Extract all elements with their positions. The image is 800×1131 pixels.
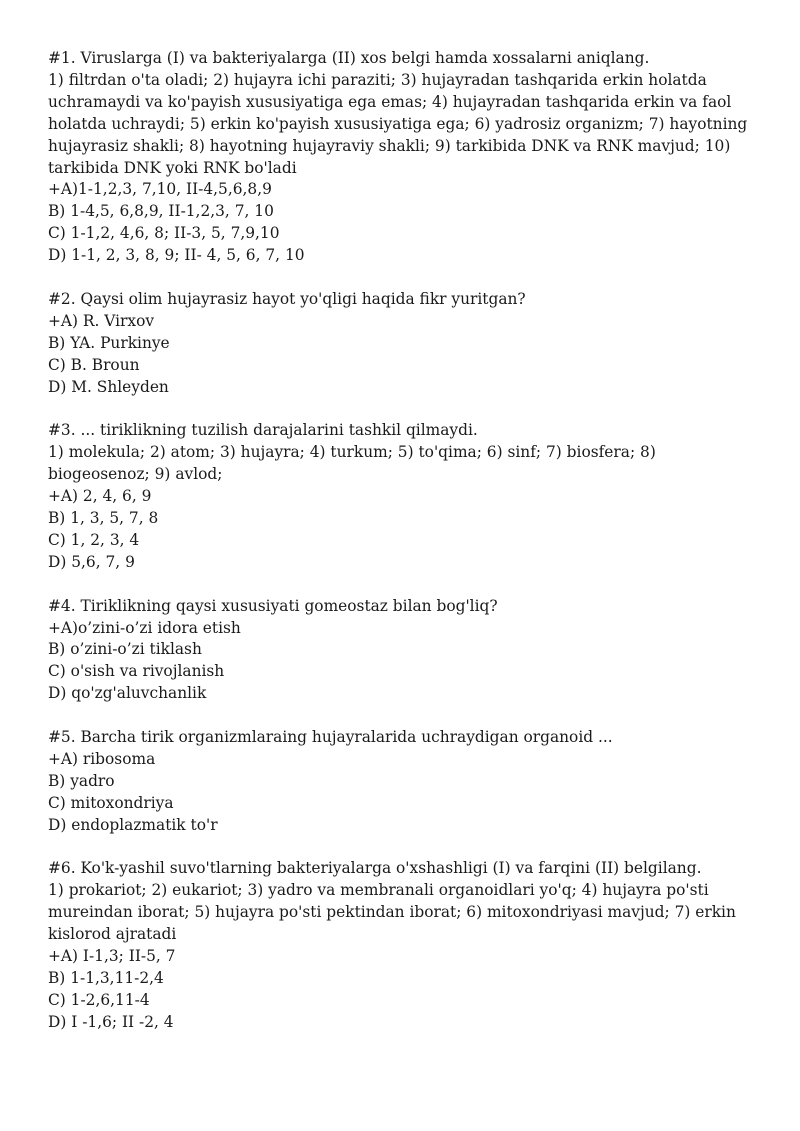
answer-option: +A) I-1,3; II-5, 7 (48, 947, 176, 966)
question-title: #4. Tiriklikning qaysi xususiyati gomeostaz bilan bog'liq? (48, 596, 498, 615)
answer-option: B) 1-1,3,11-2,4 (48, 968, 164, 987)
question-title: #2. Qaysi olim hujayrasiz hayot yo'qligi haqida fikr yuritgan? (48, 289, 526, 308)
answer-option: B) 1-4,5, 6,8,9, II-1,2,3, 7, 10 (48, 202, 274, 221)
answer-option: C) B. Broun (48, 355, 140, 374)
question-body: 1) filtrdan o'ta oladi; 2) hujayra ichi paraziti; 3) hujayradan tashqarida erkin holatda uchramaydi va ko'payish xususiyatiga ega emas; 4) hujayradan tashqarida erkin va faol holatda uchraydi; 5) erkin ko'payish xususiyatiga ega; 6) yadrosiz organizm; 7) hayotning hujayrasiz shakli; 8) hayotning hujayraviy shakli; 9) tarkibida DNK va RNK mavjud; 10) tarkibida DNK yoki RNK bo'ladi (48, 70, 748, 177)
question-title: #6. Ko'k-yashil suvo'tlarning bakteriyalarga o'xshashligi (I) va farqini (II) belgilang. (48, 859, 702, 878)
answer-option: D) M. Shleyden (48, 377, 169, 396)
answer-option: D) qo'zg'aluvchanlik (48, 684, 207, 703)
question-body: 1) prokariot; 2) eukariot; 3) yadro va membranali organoidlari yo'q; 4) hujayra po'sti mureindan iborat; 5) hujayra po'sti pektindan iborat; 6) mitoxondriyasi mavjud; 7) erkin kislorod ajratadi (48, 881, 736, 944)
answer-option: C) 1-1,2, 4,6, 8; II-3, 5, 7,9,10 (48, 224, 280, 243)
question-2 (48, 289, 760, 399)
answer-option: C) 1-2,6,11-4 (48, 990, 150, 1009)
question-3 (48, 420, 760, 573)
question-title: #5. Barcha tirik organizmlaraing hujayralarida uchraydigan organoid ... (48, 728, 613, 747)
answer-option: C) o'sish va rivojlanish (48, 662, 225, 681)
answer-option: B) 1, 3, 5, 7, 8 (48, 509, 159, 527)
answer-option: C) 1, 2, 3, 4 (48, 530, 140, 549)
question-title: #1. Viruslarga (I) va bakteriyalarga (II) xos belgi hamda xossalarni aniqlang. (48, 49, 650, 67)
document-page (48, 48, 760, 1056)
question-title: #3. ... tiriklikning tuzilish darajalarini tashkil qilmaydi. (48, 421, 478, 440)
question-5 (48, 727, 760, 837)
question-1 (48, 48, 760, 267)
question-body: 1) molekula; 2) atom; 3) hujayra; 4) turkum; 5) to'qima; 6) sinf; 7) biosfera; 8) biogeosenoz; 9) avlod; (48, 443, 656, 484)
answer-option: C) mitoxondriya (48, 793, 174, 812)
answer-option: D) endoplazmatik to'r (48, 815, 218, 834)
answer-option: D) 5,6, 7, 9 (48, 552, 135, 571)
answer-option: B) YA. Purkinye (48, 333, 170, 352)
answer-option: B) yadro (48, 771, 115, 790)
answer-option: +A)o’zini-o’zi idora etish (48, 618, 241, 637)
question-4 (48, 596, 760, 706)
answer-option: +A) R. Virxov (48, 311, 155, 330)
answer-option: +A) 2, 4, 6, 9 (48, 487, 152, 506)
answer-option: +A)1-1,2,3, 7,10, II-4,5,6,8,9 (48, 180, 272, 199)
answer-option: +A) ribosoma (48, 749, 156, 768)
question-6 (48, 858, 760, 1033)
answer-option: D) 1-1, 2, 3, 8, 9; II- 4, 5, 6, 7, 10 (48, 246, 305, 265)
answer-option: D) I -1,6; II -2, 4 (48, 1012, 174, 1031)
answer-option: B) o’zini-o’zi tiklash (48, 640, 202, 659)
